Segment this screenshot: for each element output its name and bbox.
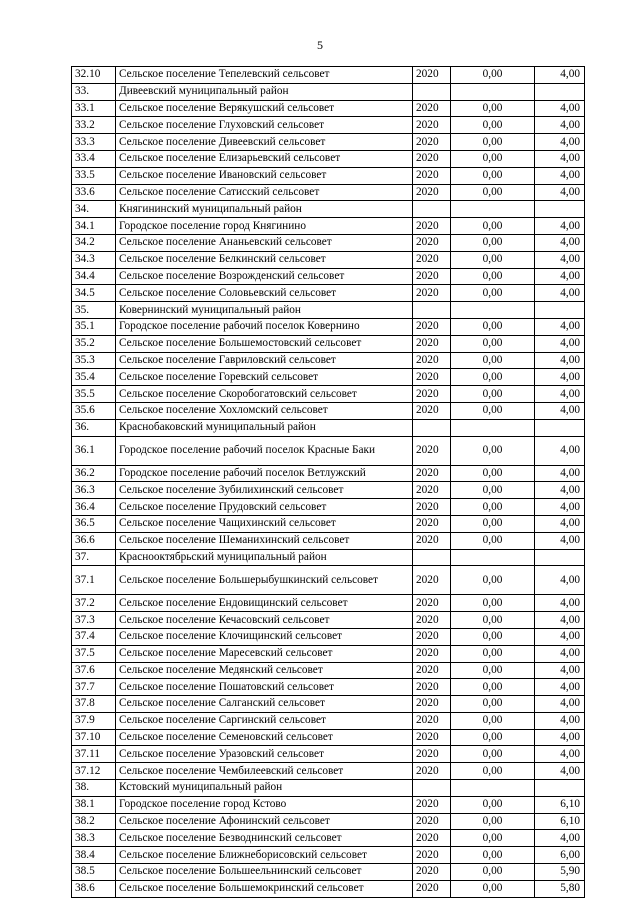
settlement-name-cell: Сельское поселение Елизарьевский сельсовет (116, 150, 413, 167)
settlement-name-cell: Сельское поселение Чембилеевский сельсовет (116, 763, 413, 780)
row-number-cell: 33.2 (72, 117, 116, 134)
table-row (72, 499, 585, 516)
table-row (72, 612, 585, 629)
value-1-cell: 0,00 (451, 117, 535, 134)
row-number-cell: 37.5 (72, 645, 116, 662)
value-1-cell: 0,00 (451, 402, 535, 419)
value-1-cell: 0,00 (451, 150, 535, 167)
settlement-name-cell: Сельское поселение Скоробогатовский сельсовет (116, 386, 413, 403)
value-2-cell: 4,00 (535, 67, 585, 84)
row-number-cell: 38.4 (72, 847, 116, 864)
value-1-cell: 0,00 (451, 67, 535, 84)
year-cell: 2020 (413, 67, 451, 84)
table-row (72, 83, 585, 100)
year-cell: 2020 (413, 712, 451, 729)
table-row (72, 813, 585, 830)
row-number-cell: 35.4 (72, 369, 116, 386)
table-row (72, 515, 585, 532)
value-1-cell: 0,00 (451, 746, 535, 763)
value-1-cell: 0,00 (451, 515, 535, 532)
row-number-cell: 37.7 (72, 679, 116, 696)
year-cell: 2020 (413, 150, 451, 167)
value-2-cell: 4,00 (535, 117, 585, 134)
table-row (72, 218, 585, 235)
year-cell: 2020 (413, 746, 451, 763)
value-2-cell: 4,00 (535, 482, 585, 499)
settlement-name-cell: Сельское поселение Соловьевский сельсовет (116, 285, 413, 302)
row-number-cell: 33.5 (72, 167, 116, 184)
value-2-cell: 4,00 (535, 612, 585, 629)
value-1-cell: 0,00 (451, 100, 535, 117)
value-2-cell: 4,00 (535, 515, 585, 532)
value-1-cell: 0,00 (451, 234, 535, 251)
settlement-name-cell: Краснооктябрьский муниципальный район (116, 549, 413, 566)
value-1-cell: 0,00 (451, 134, 535, 151)
settlement-name-cell: Сельское поселение Тепелевский сельсовет (116, 67, 413, 84)
settlement-name-cell: Кстовский муниципальный район (116, 780, 413, 797)
settlement-name-cell: Сельское поселение Большемокринский сельсовет (116, 880, 413, 897)
year-cell: 2020 (413, 251, 451, 268)
settlement-name-cell: Сельское поселение Медянский сельсовет (116, 662, 413, 679)
value-2-cell: 5,90 (535, 864, 585, 881)
table-row (72, 234, 585, 251)
year-cell: 2020 (413, 662, 451, 679)
settlement-name-cell: Городское поселение рабочий поселок Красные Баки (116, 436, 413, 465)
page-number: 5 (317, 38, 323, 52)
value-2-cell: 6,10 (535, 796, 585, 813)
settlement-name-cell: Сельское поселение Клочищинский сельсовет (116, 628, 413, 645)
year-cell: 2020 (413, 436, 451, 465)
settlement-name-cell: Сельское поселение Кечасовский сельсовет (116, 612, 413, 629)
value-2-cell: 4,00 (535, 134, 585, 151)
row-number-cell: 35.2 (72, 335, 116, 352)
row-number-cell: 33. (72, 83, 116, 100)
settlement-name-cell: Сельское поселение Сатисский сельсовет (116, 184, 413, 201)
year-cell: 2020 (413, 167, 451, 184)
table-row (72, 369, 585, 386)
year-cell: 2020 (413, 465, 451, 482)
settlement-name-cell: Сельское поселение Прудовский сельсовет (116, 499, 413, 516)
value-1-cell: 0,00 (451, 763, 535, 780)
value-2-cell: 4,00 (535, 499, 585, 516)
year-cell: 2020 (413, 813, 451, 830)
value-1-cell: 0,00 (451, 352, 535, 369)
row-number-cell: 37. (72, 549, 116, 566)
year-cell: 2020 (413, 369, 451, 386)
row-number-cell: 38. (72, 780, 116, 797)
table-row (72, 201, 585, 218)
value-1-cell (451, 419, 535, 436)
settlement-name-cell: Городское поселение рабочий поселок Ветлужский (116, 465, 413, 482)
table-row (72, 628, 585, 645)
value-1-cell: 0,00 (451, 628, 535, 645)
row-number-cell: 35.6 (72, 402, 116, 419)
table-row (72, 335, 585, 352)
value-1-cell: 0,00 (451, 830, 535, 847)
row-number-cell: 36. (72, 419, 116, 436)
table-row (72, 662, 585, 679)
value-1-cell: 0,00 (451, 268, 535, 285)
table-row (72, 386, 585, 403)
row-number-cell: 36.6 (72, 532, 116, 549)
settlement-name-cell: Сельское поселение Горевский сельсовет (116, 369, 413, 386)
settlement-name-cell: Княгининский муниципальный район (116, 201, 413, 218)
value-2-cell (535, 549, 585, 566)
value-1-cell: 0,00 (451, 679, 535, 696)
year-cell: 2020 (413, 318, 451, 335)
value-2-cell: 4,00 (535, 402, 585, 419)
table-row (72, 285, 585, 302)
settlement-name-cell: Ковернинский муниципальный район (116, 302, 413, 319)
settlement-name-cell: Сельское поселение Белкинский сельсовет (116, 251, 413, 268)
settlement-name-cell: Сельское поселение Саргинский сельсовет (116, 712, 413, 729)
value-2-cell: 4,00 (535, 566, 585, 595)
row-number-cell: 35. (72, 302, 116, 319)
table-row (72, 402, 585, 419)
settlement-name-cell: Сельское поселение Шеманихинский сельсовет (116, 532, 413, 549)
value-1-cell: 0,00 (451, 436, 535, 465)
value-1-cell: 0,00 (451, 218, 535, 235)
table-row (72, 712, 585, 729)
table-row (72, 482, 585, 499)
table-body (72, 67, 585, 898)
settlement-name-cell: Сельское поселение Дивеевский сельсовет (116, 134, 413, 151)
value-2-cell: 4,00 (535, 595, 585, 612)
value-2-cell: 4,00 (535, 628, 585, 645)
settlement-name-cell: Дивеевский муниципальный район (116, 83, 413, 100)
table-row (72, 134, 585, 151)
value-1-cell: 0,00 (451, 729, 535, 746)
value-2-cell: 6,10 (535, 813, 585, 830)
year-cell (413, 549, 451, 566)
table-row (72, 302, 585, 319)
settlement-name-cell: Сельское поселение Афонинский сельсовет (116, 813, 413, 830)
year-cell: 2020 (413, 566, 451, 595)
table-row (72, 167, 585, 184)
row-number-cell: 38.1 (72, 796, 116, 813)
row-number-cell: 34. (72, 201, 116, 218)
value-2-cell: 4,00 (535, 150, 585, 167)
year-cell: 2020 (413, 134, 451, 151)
row-number-cell: 37.3 (72, 612, 116, 629)
table-row (72, 780, 585, 797)
value-2-cell: 4,00 (535, 167, 585, 184)
year-cell: 2020 (413, 830, 451, 847)
row-number-cell: 35.1 (72, 318, 116, 335)
row-number-cell: 37.1 (72, 566, 116, 595)
row-number-cell: 34.3 (72, 251, 116, 268)
value-2-cell: 4,00 (535, 436, 585, 465)
row-number-cell: 35.5 (72, 386, 116, 403)
value-1-cell: 0,00 (451, 696, 535, 713)
row-number-cell: 37.8 (72, 696, 116, 713)
value-2-cell (535, 780, 585, 797)
settlement-name-cell: Сельское поселение Ближнеборисовский сельсовет (116, 847, 413, 864)
year-cell: 2020 (413, 532, 451, 549)
settlement-name-cell: Сельское поселение Ивановский сельсовет (116, 167, 413, 184)
value-1-cell: 0,00 (451, 566, 535, 595)
table-row (72, 318, 585, 335)
table-row (72, 419, 585, 436)
settlement-name-cell: Городское поселение город Княгинино (116, 218, 413, 235)
value-1-cell: 0,00 (451, 335, 535, 352)
year-cell (413, 419, 451, 436)
year-cell: 2020 (413, 499, 451, 516)
row-number-cell: 38.6 (72, 880, 116, 897)
settlement-name-cell: Сельское поселение Безводнинский сельсовет (116, 830, 413, 847)
year-cell (413, 83, 451, 100)
row-number-cell: 33.6 (72, 184, 116, 201)
value-1-cell: 0,00 (451, 369, 535, 386)
year-cell: 2020 (413, 628, 451, 645)
settlement-name-cell: Сельское поселение Пошатовский сельсовет (116, 679, 413, 696)
table-row (72, 645, 585, 662)
value-2-cell: 4,00 (535, 763, 585, 780)
year-cell: 2020 (413, 184, 451, 201)
row-number-cell: 32.10 (72, 67, 116, 84)
value-1-cell: 0,00 (451, 645, 535, 662)
settlement-name-cell: Сельское поселение Ендовищинский сельсовет (116, 595, 413, 612)
table-row (72, 268, 585, 285)
table-row (72, 465, 585, 482)
settlement-name-cell: Сельское поселение Хохломский сельсовет (116, 402, 413, 419)
value-1-cell: 0,00 (451, 612, 535, 629)
value-2-cell: 4,00 (535, 386, 585, 403)
year-cell: 2020 (413, 117, 451, 134)
table-row (72, 100, 585, 117)
table-row (72, 729, 585, 746)
row-number-cell: 34.1 (72, 218, 116, 235)
year-cell: 2020 (413, 796, 451, 813)
year-cell: 2020 (413, 679, 451, 696)
value-2-cell (535, 83, 585, 100)
row-number-cell: 36.5 (72, 515, 116, 532)
year-cell: 2020 (413, 100, 451, 117)
table-row (72, 117, 585, 134)
year-cell: 2020 (413, 352, 451, 369)
year-cell (413, 201, 451, 218)
value-2-cell: 4,00 (535, 729, 585, 746)
value-2-cell: 4,00 (535, 369, 585, 386)
table-row (72, 696, 585, 713)
settlement-name-cell: Сельское поселение Возрожденский сельсовет (116, 268, 413, 285)
value-2-cell: 4,00 (535, 234, 585, 251)
value-1-cell: 0,00 (451, 813, 535, 830)
settlement-name-cell: Сельское поселение Большеельнинский сельсовет (116, 864, 413, 881)
year-cell: 2020 (413, 386, 451, 403)
row-number-cell: 37.4 (72, 628, 116, 645)
value-2-cell: 4,00 (535, 645, 585, 662)
year-cell: 2020 (413, 612, 451, 629)
settlement-name-cell: Сельское поселение Большерыбушкинский сельсовет (116, 566, 413, 595)
value-2-cell (535, 302, 585, 319)
table-row (72, 847, 585, 864)
row-number-cell: 36.1 (72, 436, 116, 465)
row-number-cell: 34.5 (72, 285, 116, 302)
value-2-cell: 4,00 (535, 285, 585, 302)
row-number-cell: 36.3 (72, 482, 116, 499)
settlement-name-cell: Сельское поселение Семеновский сельсовет (116, 729, 413, 746)
value-1-cell: 0,00 (451, 167, 535, 184)
value-2-cell: 4,00 (535, 696, 585, 713)
value-1-cell: 0,00 (451, 184, 535, 201)
value-1-cell: 0,00 (451, 796, 535, 813)
table-row (72, 532, 585, 549)
table-row (72, 796, 585, 813)
row-number-cell: 36.2 (72, 465, 116, 482)
row-number-cell: 38.5 (72, 864, 116, 881)
value-1-cell: 0,00 (451, 318, 535, 335)
row-number-cell: 38.3 (72, 830, 116, 847)
year-cell: 2020 (413, 763, 451, 780)
value-1-cell: 0,00 (451, 499, 535, 516)
settlement-name-cell: Городское поселение город Кстово (116, 796, 413, 813)
year-cell: 2020 (413, 234, 451, 251)
year-cell: 2020 (413, 696, 451, 713)
value-1-cell: 0,00 (451, 532, 535, 549)
value-1-cell (451, 780, 535, 797)
settlement-name-cell: Городское поселение рабочий поселок Ковернино (116, 318, 413, 335)
table-row (72, 763, 585, 780)
value-1-cell (451, 302, 535, 319)
settlements-table (71, 66, 585, 898)
year-cell: 2020 (413, 729, 451, 746)
row-number-cell: 34.2 (72, 234, 116, 251)
year-cell: 2020 (413, 218, 451, 235)
value-2-cell (535, 201, 585, 218)
table-row (72, 880, 585, 897)
value-1-cell (451, 201, 535, 218)
settlement-name-cell: Сельское поселение Ананьевский сельсовет (116, 234, 413, 251)
value-1-cell: 0,00 (451, 285, 535, 302)
row-number-cell: 37.10 (72, 729, 116, 746)
table-row (72, 566, 585, 595)
row-number-cell: 33.1 (72, 100, 116, 117)
table-row (72, 864, 585, 881)
row-number-cell: 37.12 (72, 763, 116, 780)
value-2-cell: 4,00 (535, 100, 585, 117)
year-cell: 2020 (413, 335, 451, 352)
table-row (72, 595, 585, 612)
value-2-cell: 4,00 (535, 465, 585, 482)
row-number-cell: 37.9 (72, 712, 116, 729)
value-2-cell: 4,00 (535, 712, 585, 729)
row-number-cell: 38.2 (72, 813, 116, 830)
table-row (72, 67, 585, 84)
value-2-cell: 5,80 (535, 880, 585, 897)
value-1-cell: 0,00 (451, 482, 535, 499)
row-number-cell: 37.2 (72, 595, 116, 612)
value-2-cell: 4,00 (535, 251, 585, 268)
value-1-cell: 0,00 (451, 465, 535, 482)
value-2-cell: 4,00 (535, 532, 585, 549)
year-cell: 2020 (413, 645, 451, 662)
year-cell: 2020 (413, 880, 451, 897)
value-1-cell: 0,00 (451, 847, 535, 864)
year-cell: 2020 (413, 864, 451, 881)
table-row (72, 251, 585, 268)
table-row (72, 352, 585, 369)
value-2-cell: 6,00 (535, 847, 585, 864)
value-1-cell: 0,00 (451, 595, 535, 612)
value-1-cell: 0,00 (451, 251, 535, 268)
settlement-name-cell: Сельское поселение Маресевский сельсовет (116, 645, 413, 662)
settlement-name-cell: Сельское поселение Гавриловский сельсовет (116, 352, 413, 369)
table-row (72, 150, 585, 167)
row-number-cell: 37.6 (72, 662, 116, 679)
year-cell: 2020 (413, 515, 451, 532)
value-2-cell: 4,00 (535, 318, 585, 335)
year-cell: 2020 (413, 847, 451, 864)
value-1-cell: 0,00 (451, 712, 535, 729)
value-2-cell: 4,00 (535, 218, 585, 235)
settlement-name-cell: Сельское поселение Уразовский сельсовет (116, 746, 413, 763)
table-row (72, 184, 585, 201)
row-number-cell: 33.3 (72, 134, 116, 151)
settlement-name-cell: Сельское поселение Большемостовский сельсовет (116, 335, 413, 352)
settlement-name-cell: Сельское поселение Глуховский сельсовет (116, 117, 413, 134)
table-row (72, 830, 585, 847)
year-cell (413, 302, 451, 319)
year-cell: 2020 (413, 285, 451, 302)
value-1-cell (451, 83, 535, 100)
row-number-cell: 33.4 (72, 150, 116, 167)
settlement-name-cell: Краснобаковский муниципальный район (116, 419, 413, 436)
settlement-name-cell: Сельское поселение Салганский сельсовет (116, 696, 413, 713)
value-1-cell (451, 549, 535, 566)
value-2-cell: 4,00 (535, 335, 585, 352)
value-2-cell: 4,00 (535, 352, 585, 369)
year-cell: 2020 (413, 595, 451, 612)
row-number-cell: 36.4 (72, 499, 116, 516)
year-cell: 2020 (413, 482, 451, 499)
year-cell: 2020 (413, 402, 451, 419)
value-2-cell: 4,00 (535, 268, 585, 285)
settlement-name-cell: Сельское поселение Зубилихинский сельсовет (116, 482, 413, 499)
table-row (72, 436, 585, 465)
value-1-cell: 0,00 (451, 662, 535, 679)
value-1-cell: 0,00 (451, 880, 535, 897)
settlement-name-cell: Сельское поселение Чащихинский сельсовет (116, 515, 413, 532)
table-row (72, 679, 585, 696)
value-1-cell: 0,00 (451, 864, 535, 881)
settlement-name-cell: Сельское поселение Верякушский сельсовет (116, 100, 413, 117)
value-2-cell: 4,00 (535, 746, 585, 763)
year-cell (413, 780, 451, 797)
table-row (72, 746, 585, 763)
row-number-cell: 34.4 (72, 268, 116, 285)
value-2-cell (535, 419, 585, 436)
table-row (72, 549, 585, 566)
value-2-cell: 4,00 (535, 679, 585, 696)
row-number-cell: 35.3 (72, 352, 116, 369)
value-2-cell: 4,00 (535, 662, 585, 679)
year-cell: 2020 (413, 268, 451, 285)
row-number-cell: 37.11 (72, 746, 116, 763)
value-2-cell: 4,00 (535, 184, 585, 201)
value-2-cell: 4,00 (535, 830, 585, 847)
value-1-cell: 0,00 (451, 386, 535, 403)
